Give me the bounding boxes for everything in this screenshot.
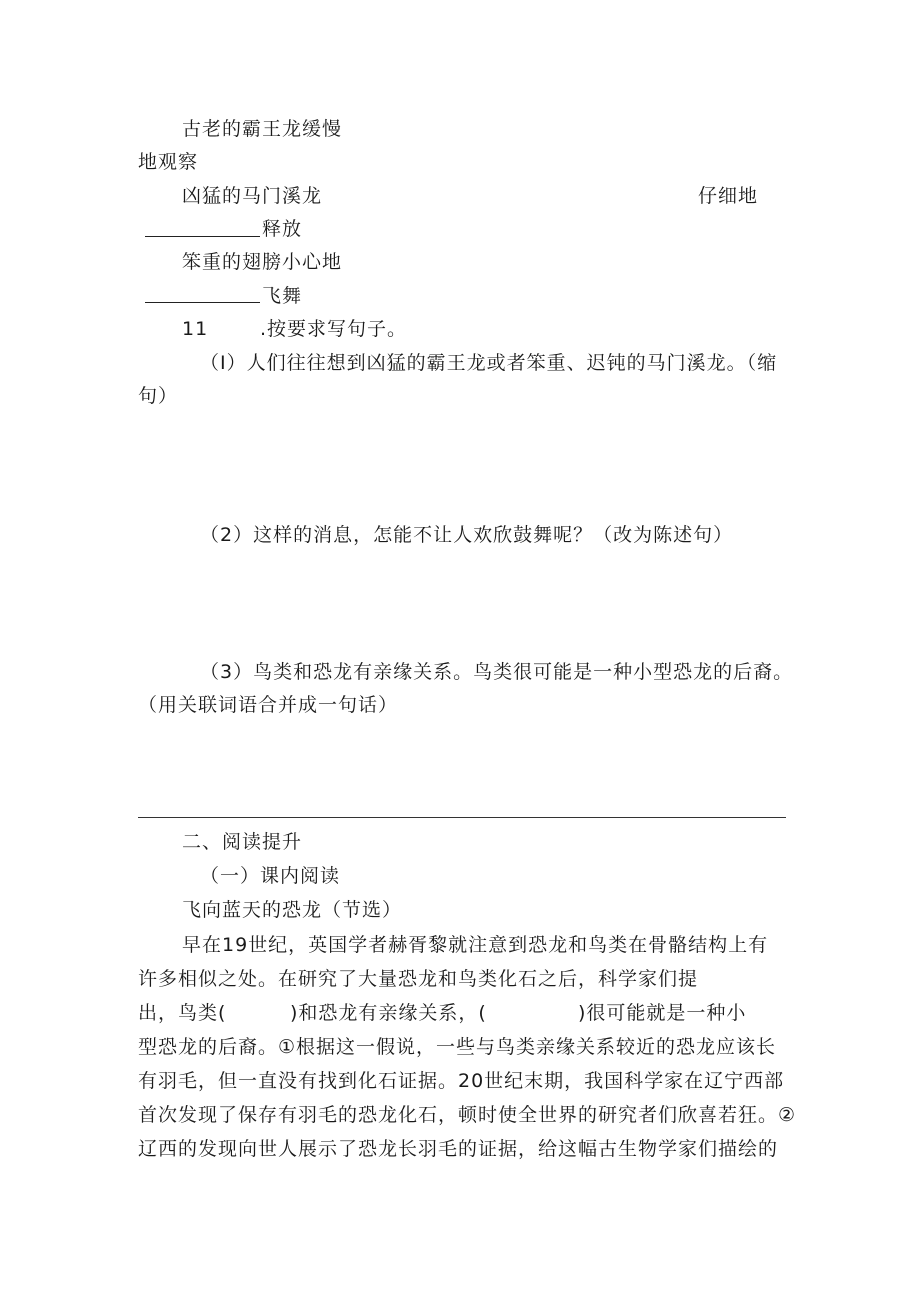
passage-line: 早在19世纪，英国学者赫胥黎就注意到恐龙和鸟类在骨骼结构上有 <box>182 934 769 956</box>
answer-blank[interactable] <box>145 236 260 237</box>
match-left-2: 凶猛的马门溪龙 <box>182 185 323 207</box>
match-left-1: 古老的霸王龙缓慢 <box>182 118 343 140</box>
match-right-3: 飞舞 <box>262 285 303 307</box>
passage-blank-line-part3: )很可能就是一种小 <box>578 1002 747 1024</box>
section-divider <box>138 817 786 818</box>
section-title: 二、阅读提升 <box>182 831 303 853</box>
answer-blank[interactable] <box>145 302 260 303</box>
passage-line: 许多相似之处。在研究了大量恐龙和鸟类化石之后，科学家们提 <box>138 968 699 990</box>
subquestion-3-line1: （3）鸟类和恐龙有亲缘关系。鸟类很可能是一种小型恐龙的后裔。 <box>200 661 794 683</box>
match-mid-2: 仔细地 <box>698 185 759 207</box>
match-right-1: 地观察 <box>138 151 199 173</box>
subquestion-3-line2: （用关联词语合并成一句话） <box>138 694 399 716</box>
passage-blank-line-part1: 出，鸟类( <box>138 1002 227 1024</box>
match-right-2: 释放 <box>262 218 303 240</box>
question-instruction: .按要求写句子。 <box>260 318 408 340</box>
passage-title: 飞向蓝天的恐龙（节选） <box>182 899 403 921</box>
question-number: 11 <box>182 318 209 340</box>
section-subtitle: （一）课内阅读 <box>200 865 341 887</box>
passage-line: 首次发现了保存有羽毛的恐龙化石，顿时使全世界的研究者们欣喜若狂。② <box>138 1104 797 1126</box>
passage-line: 型恐龙的后裔。①根据这一假说，一些与鸟类亲缘关系较近的恐龙应该长 <box>138 1036 777 1058</box>
passage-line: 辽西的发现向世人展示了恐龙长羽毛的证据，给这幅古生物学家们描绘的 <box>138 1138 779 1160</box>
passage-blank-line-part2: )和恐龙有亲缘关系，( <box>290 1002 487 1024</box>
passage-line: 有羽毛，但一直没有找到化石证据。20世纪末期，我国科学家在辽宁西部 <box>138 1070 785 1092</box>
subquestion-1-line1: （I）人们往往想到凶猛的霸王龙或者笨重、迟钝的马门溪龙。（缩 <box>200 352 778 374</box>
match-left-3: 笨重的翅膀小心地 <box>182 251 343 273</box>
subquestion-2: （2）这样的消息，怎能不让人欢欣鼓舞呢？（改为陈述句） <box>200 524 734 546</box>
subquestion-1-line2: 句） <box>138 385 179 407</box>
